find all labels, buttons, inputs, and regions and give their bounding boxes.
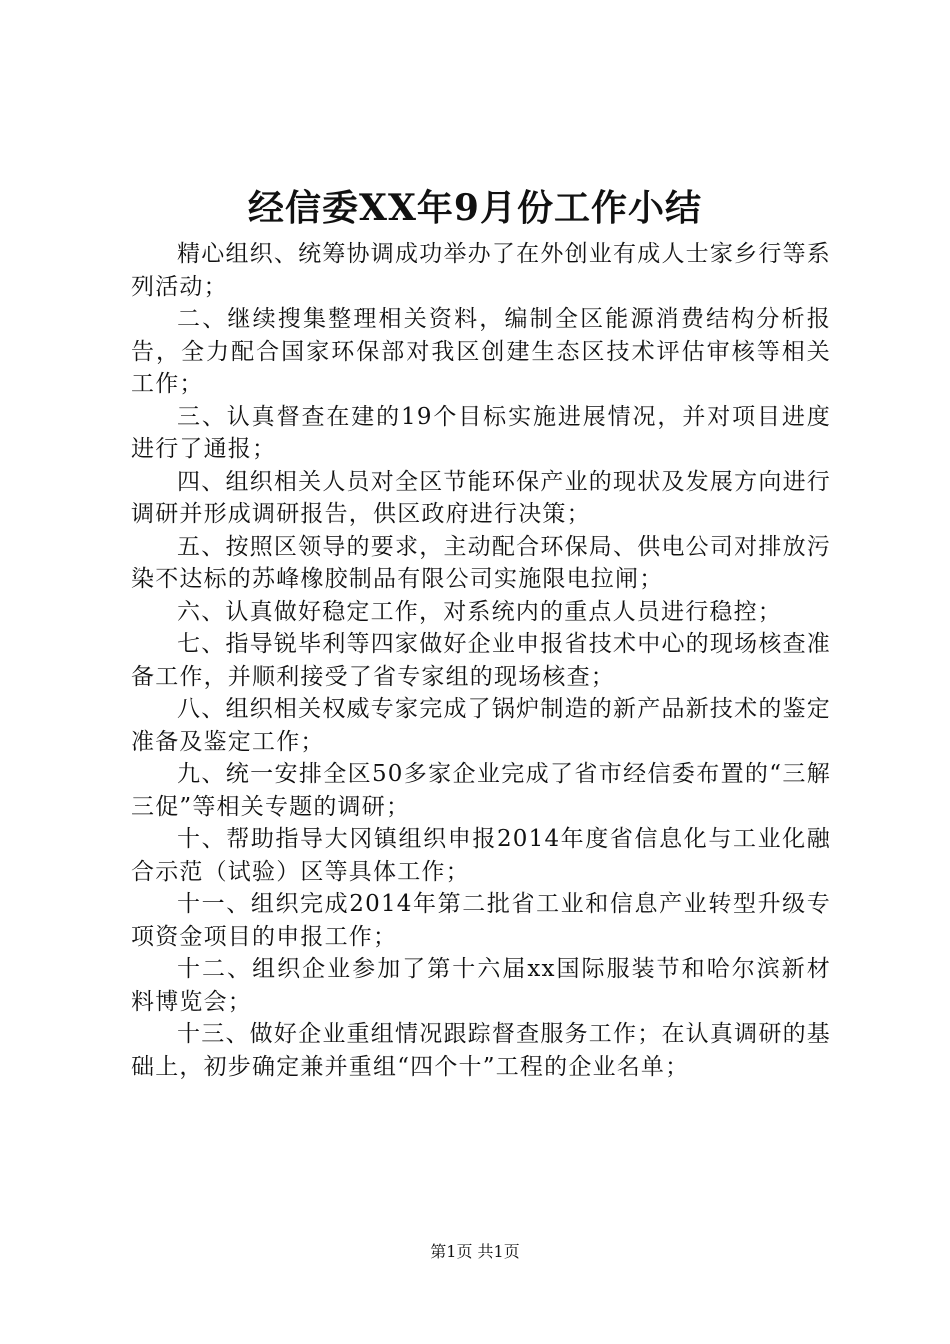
paragraph-12: 十二、组织企业参加了第十六届xx国际服装节和哈尔滨新材料博览会； — [131, 956, 831, 1015]
paragraph-3: 三、认真督查在建的19个目标实施进展情况，并对项目进度进行了通报； — [131, 403, 831, 462]
paragraph-13: 十三、做好企业重组情况跟踪督查服务工作；在认真调研的基础上，初步确定兼并重组“四个十”工程的企业名单； — [131, 1021, 831, 1080]
document-title: 经信委XX年9月份工作小结 — [248, 187, 702, 229]
paragraph-5: 五、按照区领导的要求，主动配合环保局、供电公司对排放污染不达标的苏峰橡胶制品有限公司实施限电拉闸； — [131, 533, 831, 592]
paragraph-6: 六、认真做好稳定工作，对系统内的重点人员进行稳控； — [177, 598, 782, 625]
paragraph-7: 七、指导锐毕利等四家做好企业申报省技术中心的现场核查准备工作，并顺利接受了省专家组的现场核查； — [131, 631, 831, 690]
paragraph-1: 精心组织、统筹协调成功举办了在外创业有成人士家乡行等系列活动； — [131, 241, 831, 300]
page-footer: 第1页 共1页 — [430, 1242, 520, 1261]
paragraph-10: 十、帮助指导大冈镇组织申报2014年度省信息化与工业化融合示范（试验）区等具体工作； — [131, 826, 831, 885]
document-body — [131, 238, 831, 1083]
paragraph-4: 四、组织相关人员对全区节能环保产业的现状及发展方向进行调研并形成调研报告，供区政府进行决策； — [131, 468, 831, 527]
paragraph-8: 八、组织相关权威专家完成了锅炉制造的新产品新技术的鉴定准备及鉴定工作； — [131, 696, 831, 755]
paragraph-9: 九、统一安排全区50多家企业完成了省市经信委布置的“三解三促”等相关专题的调研； — [131, 761, 831, 820]
paragraph-11: 十一、组织完成2014年第二批省工业和信息产业转型升级专项资金项目的申报工作； — [131, 891, 831, 950]
paragraph-2: 二、继续搜集整理相关资料，编制全区能源消费结构分析报告，全力配合国家环保部对我区创建生态区技术评估审核等相关工作； — [131, 306, 831, 397]
